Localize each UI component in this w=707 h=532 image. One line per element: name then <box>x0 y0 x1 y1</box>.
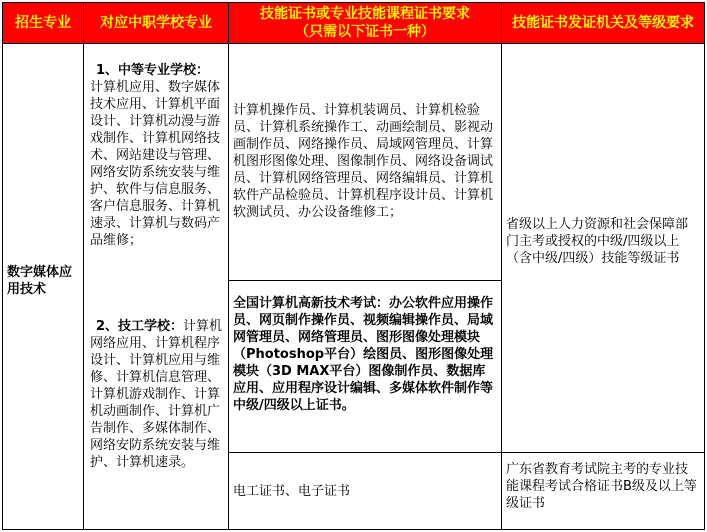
header-certificate <box>228 2 502 44</box>
technical-school-title: 2、技工学校： <box>96 319 184 334</box>
exam-institute-cell <box>501 452 705 530</box>
header-major-label: 招生专业 <box>15 15 71 31</box>
technical-school-text <box>90 318 224 471</box>
header-certificate-line2: （只需以下证书一种） <box>295 24 435 40</box>
operator-certificates-cell <box>228 43 502 281</box>
operator-certificates: 计算机操作员、计算机装调员、计算机检验员、计算机系统操作工、动画绘制员、影视动画制作员、网络操作员、局域网管理员、计算机图形图像处理、图像制作员、网络设备调试员、计算机网络管理员、网络编辑员、计算机软件产品检验员、计算机程序设计员、计算机软测试员、办公设备维修工； <box>233 103 494 220</box>
hr-authority-cell <box>501 43 705 453</box>
secondary-school-title: 1、中等专业学校： <box>96 63 210 78</box>
technical-school-majors: 计算机网络应用、计算机程序设计、计算机应用与维修、计算机信息管理、计算机游戏制作、计算机动画制作、计算机广告制作、多媒体制作、网络安防系统安装与维护、计算机速录。 <box>90 319 223 470</box>
header-certificate-line1: 技能证书或专业技能课程证书要求 <box>260 6 470 22</box>
hr-authority: 省级以上人力资源和社会保障部门主考或授权的中级/四级以上（含中级/四级）技能等级证书 <box>506 217 689 266</box>
major-cell <box>2 43 84 530</box>
technical-school-cell <box>83 281 229 530</box>
national-exam-certificates: 全国计算机高新技术考试：办公软件应用操作员、网页制作操作员、视频编辑操作员、局域网管理员、网络管理员、图形图像处理模块（Photoshop平台）绘图员、图形图像处理模块（3D MAX平台）图像制作员、数据库应用、应用程序设计编辑、多媒体软件制作等中级/四级以上证书。 <box>233 296 494 413</box>
electrical-certificates: 电工证书、电子证书 <box>233 484 351 499</box>
secondary-school-cell <box>83 43 229 281</box>
header-authority <box>501 2 705 44</box>
major-name: 数字媒体应用技术 <box>7 265 73 297</box>
secondary-school-majors: 计算机应用、数字媒体技术应用、计算机平面设计、计算机动漫与游戏制作、计算机网络技术、网站建设与管理、网络安防系统安装与维护、软件与信息服务、客户信息服务、计算机速录、计算机与数码产品维修； <box>90 80 221 248</box>
national-exam-cell <box>228 280 502 453</box>
header-vocational <box>83 2 229 44</box>
exam-institute-authority: 广东省教育考试院主考的专业技能课程考试合格证书B级及以上等级证书 <box>506 462 697 511</box>
electrical-certificates-cell <box>228 452 502 530</box>
header-vocational-label: 对应中职学校专业 <box>100 15 212 31</box>
header-major <box>2 2 84 44</box>
header-authority-label: 技能证书发证机关及等级要求 <box>512 15 694 31</box>
